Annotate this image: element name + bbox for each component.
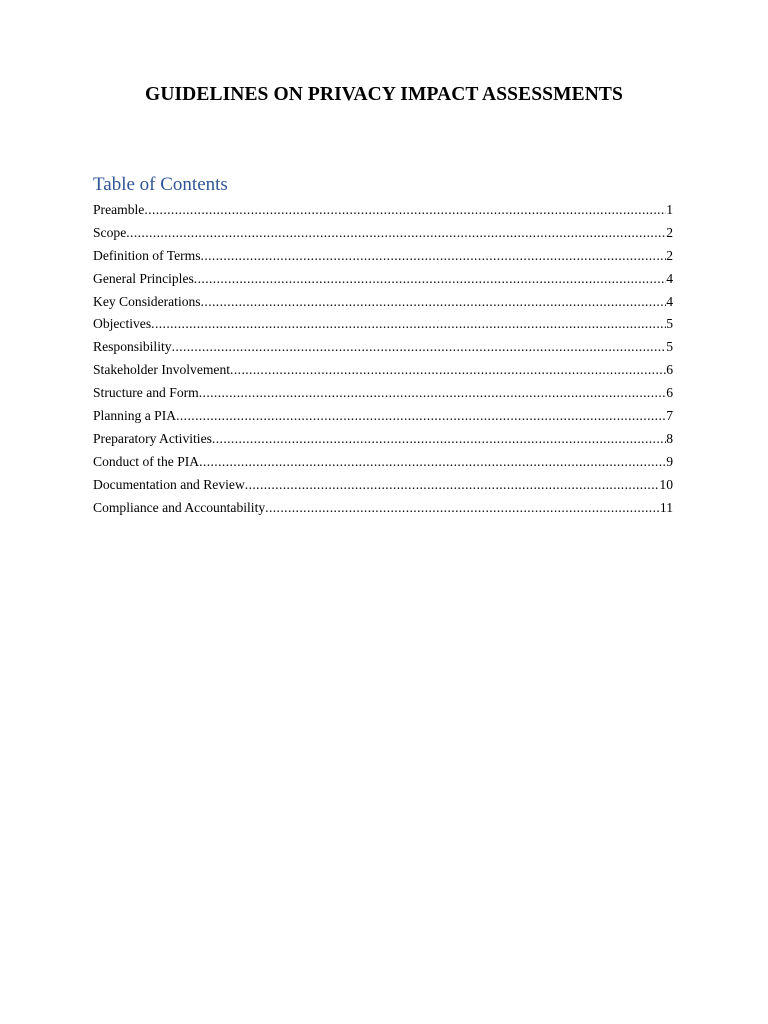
toc-entry-stakeholder-involvement[interactable]: [93, 359, 673, 382]
toc-dot-leader: [126, 222, 666, 245]
toc-dot-leader: [144, 199, 666, 222]
toc-entry-page: 2: [666, 224, 673, 240]
toc-entry-page: 9: [666, 453, 673, 469]
toc-dot-leader: [199, 382, 666, 405]
toc-entry-objectives[interactable]: [93, 313, 673, 336]
toc-entry-title: Key Considerations: [93, 293, 201, 309]
toc-entry-title: Objectives: [93, 316, 152, 332]
toc-entry-page: 4: [666, 293, 673, 309]
toc-entry-page: 7: [666, 408, 673, 424]
toc-entry-preparatory-activities[interactable]: [93, 428, 673, 451]
toc-dot-leader: [201, 291, 667, 314]
toc-entry-page: 5: [666, 339, 673, 355]
toc-entry-title: Definition of Terms: [93, 247, 201, 263]
toc-entry-title: Responsibility: [93, 339, 172, 355]
toc-dot-leader: [151, 313, 666, 336]
toc-entry-title: Preparatory Activities: [93, 430, 212, 446]
toc-entry-key-considerations[interactable]: [93, 291, 673, 314]
toc-entry-compliance-and-accountability[interactable]: [93, 497, 673, 520]
toc-dot-leader: [212, 428, 666, 451]
toc-entry-title: Documentation and Review: [93, 476, 245, 492]
toc-dot-leader: [194, 268, 666, 291]
toc-entry-page: 1: [666, 202, 673, 217]
toc-dot-leader: [265, 497, 660, 520]
toc-entry-title: Scope: [93, 224, 127, 240]
toc-entry-preamble[interactable]: [93, 199, 673, 222]
toc-entry-definition-of-terms[interactable]: [93, 245, 673, 268]
toc-entry-documentation-and-review[interactable]: [93, 474, 673, 497]
toc-dot-leader: [199, 451, 666, 474]
toc-entry-page: 11: [659, 499, 673, 515]
toc-entry-title: Planning a PIA: [93, 408, 177, 424]
toc-entry-page: 10: [659, 476, 673, 492]
toc-dot-leader: [176, 405, 666, 428]
toc-entry-conduct-of-the-pia[interactable]: [93, 451, 673, 474]
toc-entry-page: 4: [666, 270, 673, 286]
toc-entry-responsibility[interactable]: [93, 336, 673, 359]
toc-dot-leader: [172, 336, 667, 359]
toc-entry-title: Structure and Form: [93, 385, 199, 401]
toc-entry-planning-a-pia[interactable]: [93, 405, 673, 428]
toc-heading: Table of Contents: [93, 174, 228, 195]
toc-entry-scope[interactable]: [93, 222, 673, 245]
toc-entry-page: 6: [666, 362, 673, 378]
toc-entry-page: 6: [666, 385, 673, 401]
document-title: GUIDELINES ON PRIVACY IMPACT ASSESSMENTS: [145, 84, 623, 105]
toc-entry-title: Stakeholder Involvement: [93, 362, 231, 378]
toc-entry-page: 2: [666, 247, 673, 263]
toc-entry-general-principles[interactable]: [93, 268, 673, 291]
toc-dot-leader: [230, 359, 666, 382]
toc-dot-leader: [201, 245, 667, 268]
toc-dot-leader: [245, 474, 660, 497]
toc-entry-title: Conduct of the PIA: [93, 453, 200, 469]
toc-entry-title: General Principles: [93, 270, 194, 286]
toc-entry-page: 5: [666, 316, 673, 332]
toc-list: [93, 199, 673, 519]
toc-entry-structure-and-form[interactable]: [93, 382, 673, 405]
toc-entry-page: 8: [666, 430, 673, 446]
toc-entry-title: Compliance and Accountability: [93, 499, 266, 515]
toc-entry-title: Preamble: [93, 202, 145, 217]
